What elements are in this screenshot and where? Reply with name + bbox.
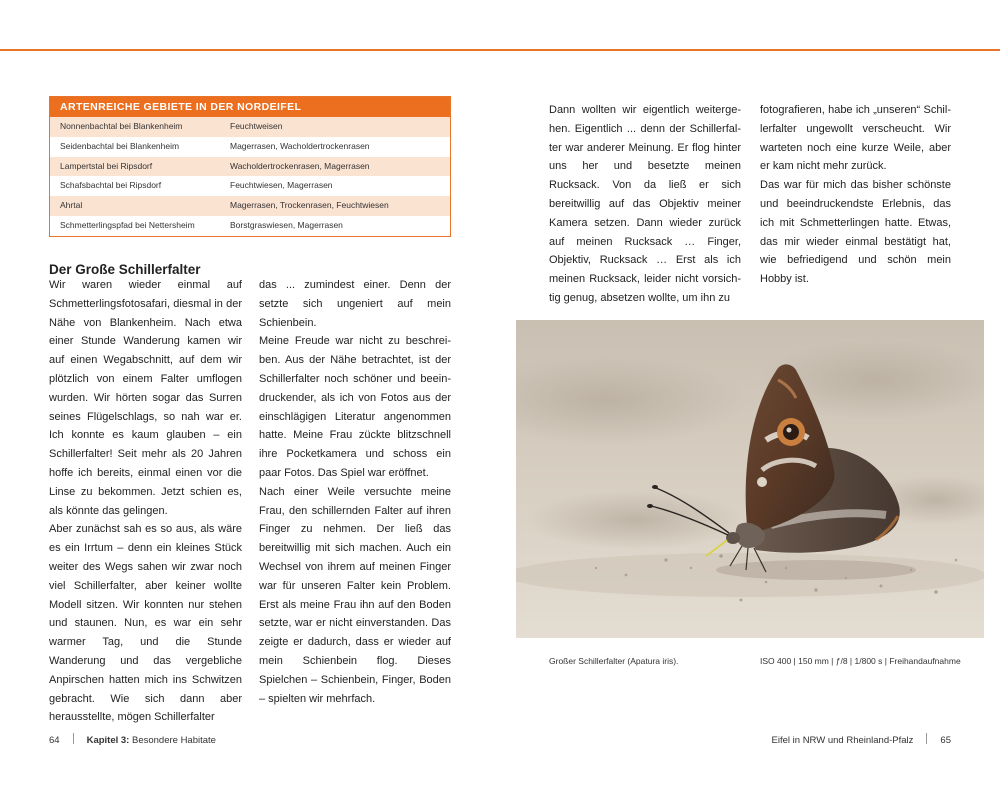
paragraph: Meine Freude war nicht zu beschreiben. Aus der Nähe betrachtet, ist der Schillerfalter noch schöner und beeindruckender, als ich von Fotos aus der einschlägigen Literatur angenommen hatte. Meine Frau zückte blitzschnell ihre Pocketkamera und schoss ein paar Fotos. Das Spiel war eröffnet. (259, 335, 451, 479)
chapter-label: Kapitel 3: (86, 735, 130, 746)
area-habitat: Borstgraswiesen, Magerrasen (230, 219, 343, 230)
area-name: Lampertstal bei Ripsdorf (60, 160, 153, 171)
book-title: Eifel in NRW und Rheinland-Pfalz (771, 735, 914, 746)
area-habitat: Magerrasen, Wacholdertrockenrasen (230, 140, 370, 151)
text-column-1 (49, 276, 242, 727)
photo-exif: ISO 400 | 150 mm | ƒ/8 | 1/800 s | Freihandaufnahme (760, 656, 961, 666)
paragraph: fotografieren, habe ich „unseren“ Schillerfalter ungewollt verscheucht. Wir warteten noch eine kurze Weile, aber er kam nicht mehr zurück. (760, 104, 951, 173)
paragraph: Dann wollten wir eigentlich weitergehen. Eigentlich ... denn der Schillerfalter war anderer Meinung. Er flog hinter uns her und besetzte meinen Rucksack. Von da ließ er sich bereitwillig auf das Objektiv meiner Kamera setzen. Dann wieder zurück auf meinen Rucksack … Finger, Objektiv, Rucksack … Erst als ich meinen Rucksack, leider nicht vorsichtig genug, absetzen wollte, um ihn zu (549, 104, 741, 304)
table-row (50, 196, 450, 216)
area-name: Nonnenbachtal bei Blankenheim (60, 121, 183, 131)
text-column-4 (760, 101, 951, 289)
area-name: Schafsbachtal bei Ripsdorf (60, 180, 162, 191)
area-name: Ahrtal (60, 200, 83, 211)
area-habitat: Magerrasen, Trockenrasen, Feuchtwiesen (230, 200, 389, 211)
paragraph: Wir waren wieder einmal auf Schmetterlingsfotosafari, diesmal in der Nähe von Blankenheim. Nach etwa einer Stunde Wanderung kamen wir auf einen Wegabschnitt, auf dem wir plötzlich von einem Falter umflogen wurden. Wir hörten sogar das Surren seines Flügelschlags, so nah war er. Ich konnte es kaum glauben – ein Schillerfalter! Seit mehr als 20 Jahren hoffe ich bereits, einmal einen vor die Linse zu bekommen. Jetzt schien es, als könnte das gelingen. (49, 279, 242, 517)
article-heading: Der Große Schillerfalter (49, 262, 201, 277)
area-habitat: Wacholdertrockenrasen, Magerrasen (230, 160, 370, 171)
page-number-right: 65 (940, 735, 951, 746)
butterfly-illustration (516, 320, 984, 638)
table-row (50, 176, 450, 196)
paragraph: das ... zumindest einer. Denn der setzte sich ungeniert auf mein Schienbein. (259, 279, 451, 329)
photo-caption: Großer Schillerfalter (Apatura iris). (549, 656, 679, 666)
chapter-title: Besondere Habitate (131, 735, 216, 746)
top-rule (0, 49, 1000, 51)
butterfly-photo (516, 320, 984, 638)
paragraph: Nach einer Weile versuchte meine Frau, den schillernden Falter auf ihren Finger zu nehmen. Der ließ das bereitwillig mit sich machen. Auch ein Wechsel von ihrem auf meinen Finger war für unseren Falter kein Problem. Erst als meine Frau ihn auf den Boden setzte, war er nicht einverstanden. Das zeigte er dadurch, dass er wieder auf mein Schienbein flog. Dieses Spielchen – Schienbein, Finger, Boden – spielten wir mehrfach. (259, 485, 451, 705)
areas-table-body (50, 117, 450, 236)
paragraph: Das war für mich das bisher schönste und beeindruckendste Erlebnis, das ich mit Schmetterlingen hatte. Etwas, das mir wieder einmal bestätigt hat, wie befriedigend und schön mein Hobby ist. (760, 179, 951, 286)
area-habitat: Feuchtwiesen, Magerrasen (230, 180, 333, 191)
footer-left (49, 733, 216, 746)
table-row (50, 137, 450, 157)
page-number-left: 64 (49, 735, 60, 746)
areas-table-title: ARTENREICHE GEBIETE IN DER NORDEIFEL (50, 97, 450, 117)
areas-table (49, 96, 451, 237)
area-name: Schmetterlingspfad bei Nettersheim (60, 219, 195, 230)
table-row (50, 157, 450, 177)
paragraph: Aber zunächst sah es so aus, als wäre es ein Irrtum – denn ein kleines Stück weiter des Wegs sahen wir zwar noch viel Schillerfalter, aber keiner wollte Modell sitzen. Wir konnten nur stehen und staunen. Nun, es war ein sehr warmer Tag, und die Stunde Wanderung und das vergebliche Anpirschen hatten mich ins Schwitzen gebracht. Wie sich dann aber herausstellte, mögen Schillerfalter (49, 523, 242, 724)
area-habitat: Feuchtweisen (230, 121, 283, 131)
area-name: Seidenbachtal bei Blankenheim (60, 140, 180, 151)
table-row (50, 117, 450, 137)
footer-separator (926, 733, 927, 744)
text-column-2 (259, 276, 451, 708)
text-column-3 (549, 101, 741, 308)
table-row (50, 216, 450, 236)
footer-separator (73, 733, 74, 744)
footer-right (772, 733, 951, 746)
